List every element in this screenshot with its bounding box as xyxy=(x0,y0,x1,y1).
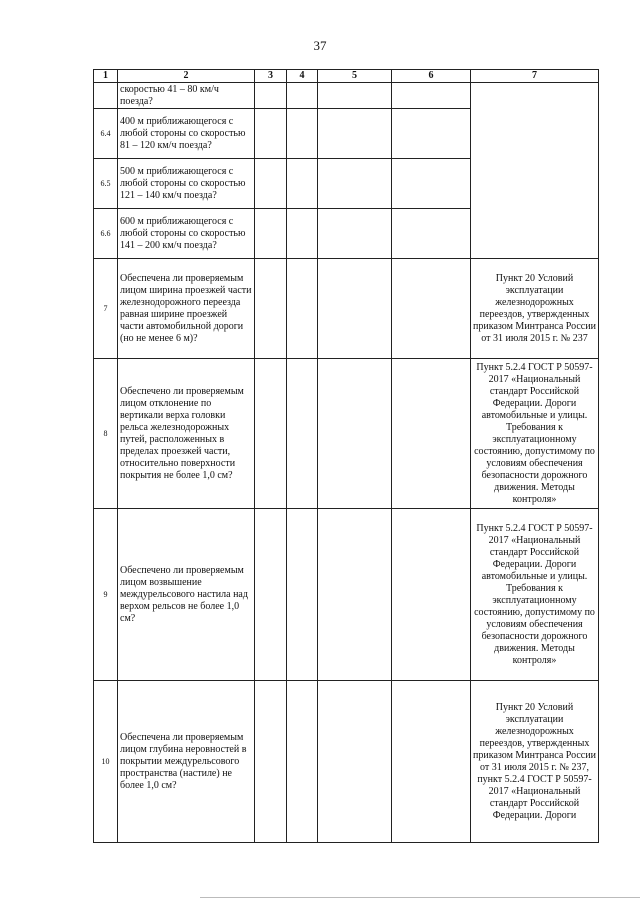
scan-edge-line xyxy=(200,897,640,898)
item-number: 6.6 xyxy=(94,209,118,259)
answer-cell xyxy=(287,109,318,159)
answer-cell xyxy=(287,83,318,109)
answer-cell xyxy=(255,359,287,509)
column-header: 6 xyxy=(392,70,471,83)
checklist-table xyxy=(93,69,599,843)
question-text: Обеспечено ли проверяемым лицом возвышение междурельсового настила над верхом рельсов не более 1,0 см? xyxy=(118,509,255,681)
column-header: 4 xyxy=(287,70,318,83)
reference-text: Пункт 5.2.4 ГОСТ Р 50597-2017 «Национальный стандарт Российской Федерации. Дороги автомобильные и улицы. Требования к эксплуатационному состоянию, допустимому по условиям обеспечения безопасности дорожного движения. Методы контроля» xyxy=(471,359,599,509)
item-number: 9 xyxy=(94,509,118,681)
table-row xyxy=(94,83,599,109)
table-row xyxy=(94,681,599,843)
question-text: Обеспечена ли проверяемым лицом ширина проезжей части железнодорожного переезда равная ширине проезжей части автомобильной дороги (но не менее 6 м)? xyxy=(118,259,255,359)
answer-cell xyxy=(287,159,318,209)
table-row xyxy=(94,259,599,359)
question-text: скоростью 41 – 80 км/ч поезда? xyxy=(118,83,255,109)
answer-cell xyxy=(287,209,318,259)
answer-cell xyxy=(392,509,471,681)
answer-cell xyxy=(255,159,287,209)
answer-cell xyxy=(318,509,392,681)
answer-cell xyxy=(392,209,471,259)
answer-cell xyxy=(392,109,471,159)
table-row xyxy=(94,509,599,681)
answer-cell xyxy=(287,359,318,509)
column-header: 1 xyxy=(94,70,118,83)
answer-cell xyxy=(255,109,287,159)
answer-cell xyxy=(392,359,471,509)
answer-cell xyxy=(392,259,471,359)
answer-cell xyxy=(287,259,318,359)
item-number: 7 xyxy=(94,259,118,359)
answer-cell xyxy=(255,681,287,843)
reference-text: Пункт 20 Условий эксплуатации железнодорожных переездов, утвержденных приказом Минтранса России от 31 июля 2015 г. № 237, пункт 5.2.4 ГОСТ Р 50597-2017 «Национальный стандарт Российской Федерации. Дороги xyxy=(471,681,599,843)
question-text: Обеспечена ли проверяемым лицом глубина неровностей в покрытии междурельсового пространства (настиле) не более 1,0 см? xyxy=(118,681,255,843)
item-number xyxy=(94,83,118,109)
answer-cell xyxy=(255,83,287,109)
answer-cell xyxy=(287,681,318,843)
item-number: 6.5 xyxy=(94,159,118,209)
answer-cell xyxy=(392,159,471,209)
column-header: 2 xyxy=(118,70,255,83)
question-text: Обеспечено ли проверяемым лицом отклонение по вертикали верха головки рельса железнодорожных путей, расположенных в пределах проезжей части, относительно поверхности покрытия не более 1,0 см? xyxy=(118,359,255,509)
table-row xyxy=(94,359,599,509)
answer-cell xyxy=(318,209,392,259)
answer-cell xyxy=(255,209,287,259)
answer-cell xyxy=(255,509,287,681)
page-number: 37 xyxy=(313,38,327,53)
item-number: 8 xyxy=(94,359,118,509)
item-number: 6.4 xyxy=(94,109,118,159)
answer-cell xyxy=(392,83,471,109)
answer-cell xyxy=(318,109,392,159)
question-text: 400 м приближающегося с любой стороны со скоростью 81 – 120 км/ч поезда? xyxy=(118,109,255,159)
answer-cell xyxy=(318,259,392,359)
answer-cell xyxy=(392,681,471,843)
column-header: 5 xyxy=(318,70,392,83)
reference-text: Пункт 5.2.4 ГОСТ Р 50597-2017 «Национальный стандарт Российской Федерации. Дороги автомобильные и улицы. Требования к эксплуатационному состоянию, допустимому по условиям обеспечения безопасности дорожного движения. Методы контроля» xyxy=(471,509,599,681)
question-text: 600 м приближающегося с любой стороны со скоростью 141 – 200 км/ч поезда? xyxy=(118,209,255,259)
reference-cell xyxy=(471,83,599,259)
question-text: 500 м приближающегося с любой стороны со скоростью 121 – 140 км/ч поезда? xyxy=(118,159,255,209)
answer-cell xyxy=(318,359,392,509)
reference-text: Пункт 20 Условий эксплуатации железнодорожных переездов, утвержденных приказом Минтранса России от 31 июля 2015 г. № 237 xyxy=(471,259,599,359)
answer-cell xyxy=(255,259,287,359)
item-number: 10 xyxy=(94,681,118,843)
answer-cell xyxy=(318,681,392,843)
answer-cell xyxy=(318,159,392,209)
column-header: 3 xyxy=(255,70,287,83)
column-header-row xyxy=(94,70,599,83)
answer-cell xyxy=(318,83,392,109)
column-header: 7 xyxy=(471,70,599,83)
answer-cell xyxy=(287,509,318,681)
